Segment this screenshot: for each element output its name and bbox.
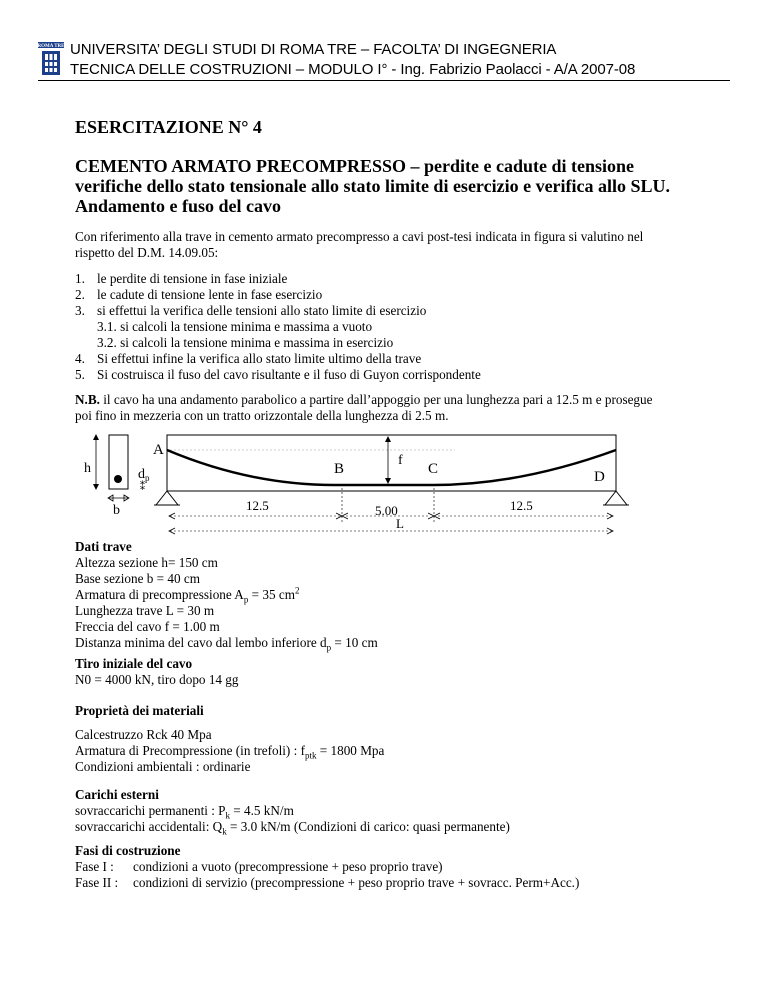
support-right	[605, 491, 627, 505]
subtitle-line-3: Andamento e fuso del cavo	[75, 196, 281, 216]
subtitle-line-2: verifiche dello stato tensionale allo stato limite di esercizio e verifica allo SLU.	[75, 176, 671, 196]
section-dati-trave: Dati trave Altezza sezione h= 150 cm Base sezione b = 40 cm Armatura di precompressione $A_p = 35$ $cm^2$ Lunghezza trave L = 30 m Freccia del cavo f = 1.00 m Distanza minima del cavo dal lembo inferiore $d_p = 10$ cm	[75, 539, 378, 653]
heading-tiro: Tiro iniziale del cavo	[75, 656, 193, 671]
intro-line-2: rispetto del D.M. 14.09.05:	[75, 245, 219, 260]
heading-fasi: Fasi di costruzione	[75, 843, 181, 858]
list-item: 2. le cadute di tensione lente in fase esercizio	[75, 287, 323, 302]
dim-left: 12.5	[246, 498, 269, 513]
support-left	[156, 491, 178, 505]
tendon-profile	[167, 450, 616, 485]
point-b: B	[334, 461, 345, 477]
section-carichi: Carichi esterni sovraccarichi permanenti : $P_k = 4.5$ kN/m sovraccarichi accidentali: $Q_k = 3.0$ kN/m (Condizioni di carico: quasi permanente)	[75, 787, 510, 837]
list-item: 3.2. si calcoli la tensione minima e massima in esercizio	[97, 335, 394, 350]
intro-line-1: Con riferimento alla trave in cemento armato precompresso a cavi post-tesi indicata in figura si valutino nel	[75, 229, 644, 244]
dim-right: 12.5	[510, 498, 533, 513]
section-tiro: Tiro iniziale del cavo N0 = 4000 kN, tiro dopo 14 gg	[75, 656, 239, 687]
list-item: Fase I : condizioni a vuoto (precompressione + peso proprio trave)	[75, 859, 443, 874]
label-dp: $d_p$	[138, 467, 150, 483]
header-line-1: UNIVERSITA’ DEGLI STUDI DI ROMA TRE – FACOLTA’ DI INGEGNERIA	[70, 41, 557, 58]
label-f: f	[398, 453, 403, 468]
dim-mid: 5.00	[375, 503, 398, 518]
label-b: b	[113, 503, 120, 518]
tendon-dot	[114, 475, 122, 483]
beam-figure	[0, 430, 768, 540]
list-item: 3.1. si calcoli la tensione minima e massima a vuoto	[97, 319, 373, 334]
list-item: 1. le perdite di tensione in fase iniziale	[75, 271, 288, 286]
section-materiali: Proprietà dei materiali Calcestruzzo Rck 40 Mpa Armatura di Precompressione (in trefoli) : $f_{ptk} = 1800$ Mpa Condizioni ambientali : ordinarie	[75, 703, 385, 774]
exercise-subtitle	[75, 156, 735, 216]
list-item: 3. si effettui la verifica delle tensioni allo stato limite di esercizio	[75, 303, 427, 318]
point-d: D	[594, 469, 605, 485]
heading-dati-trave: Dati trave	[75, 539, 132, 554]
university-logo	[38, 42, 64, 76]
section-fasi	[75, 843, 579, 891]
header-line-2: TECNICA DELLE COSTRUZIONI – MODULO I° - Ing. Fabrizio Paolacci - A/A 2007-08	[70, 61, 636, 78]
header-rule	[38, 80, 730, 81]
dim-total: L	[396, 516, 404, 531]
dp-marker: ⁑	[140, 482, 145, 493]
point-c: C	[428, 461, 439, 477]
list-item: 5. Si costruisca il fuso del cavo risultante e il fuso di Guyon corrispondente	[75, 367, 481, 382]
list-item: Fase II : condizioni di servizio (precompressione + peso proprio trave + sovracc. Perm+Acc.)	[75, 875, 580, 890]
task-list	[75, 271, 481, 383]
nb-line-2: poi fino in mezzeria con un tratto orizzontale della lunghezza di 2.5 m.	[75, 408, 449, 423]
nb-line-1: il cavo ha una andamento parabolico a partire dall’appoggio per una lunghezza pari a 12.5 m e prosegue	[99, 392, 653, 407]
heading-materiali: Proprietà dei materiali	[75, 703, 204, 718]
point-a: A	[153, 442, 164, 458]
nb-label: N.B.	[75, 392, 100, 407]
beam-elevation	[167, 435, 616, 491]
label-h: h	[84, 461, 91, 476]
exercise-title: ESERCITAZIONE N° 4	[75, 117, 262, 137]
list-item: 4. Si effettui infine la verifica allo stato limite ultimo della trave	[75, 351, 422, 366]
page-header	[70, 40, 730, 80]
intro-paragraph	[75, 229, 735, 261]
heading-carichi: Carichi esterni	[75, 787, 159, 802]
nb-paragraph	[75, 392, 735, 424]
subtitle-line-1: CEMENTO ARMATO PRECOMPRESSO – perdite e cadute di tensione	[75, 156, 635, 176]
svg-text:ROMA TRE: ROMA TRE	[38, 44, 64, 49]
